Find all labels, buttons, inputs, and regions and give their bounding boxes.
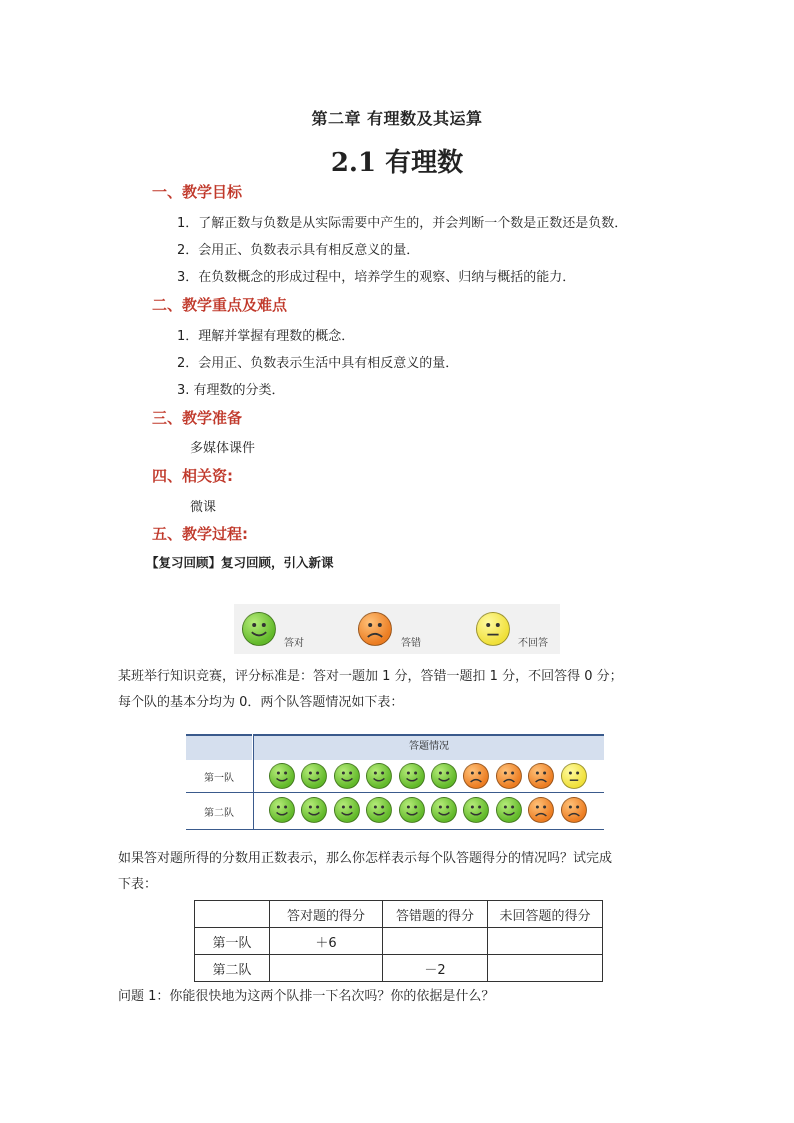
board-header-corner bbox=[186, 734, 252, 760]
preparation-text: 多媒体课件 bbox=[190, 441, 256, 456]
smiley-face-icon bbox=[431, 763, 457, 789]
smiley-face-icon bbox=[463, 797, 489, 823]
frown-face-icon bbox=[528, 763, 554, 789]
frown-face-icon bbox=[358, 612, 392, 646]
table-cell[interactable]: ＋6 bbox=[270, 928, 383, 955]
objective-item: 1．了解正数与负数是从实际需要中产生的，并会判断一个数是正数还是负数． bbox=[177, 216, 628, 231]
smiley-face-icon bbox=[242, 612, 276, 646]
table-cell[interactable] bbox=[488, 928, 603, 955]
frown-face-icon bbox=[528, 797, 554, 823]
smiley-face-icon bbox=[301, 763, 327, 789]
board-divider bbox=[253, 734, 254, 830]
table-cell[interactable] bbox=[383, 928, 488, 955]
smiley-face-icon bbox=[366, 797, 392, 823]
board-divider bbox=[186, 792, 604, 793]
section-heading-preparation: 三、教学准备 bbox=[152, 409, 243, 427]
neutral-face-icon bbox=[561, 763, 587, 789]
smiley-face-icon bbox=[496, 797, 522, 823]
answer-board bbox=[186, 734, 604, 830]
table-header-cell: 答对题的得分 bbox=[270, 901, 383, 928]
table-row bbox=[195, 955, 603, 982]
section-heading-objectives: 一、教学目标 bbox=[152, 183, 243, 201]
smiley-face-icon bbox=[269, 763, 295, 789]
face-legend bbox=[234, 604, 560, 654]
frown-face-icon bbox=[561, 797, 587, 823]
smiley-face-icon bbox=[334, 763, 360, 789]
legend-no-answer-label: 不回答 bbox=[518, 638, 548, 649]
board-header: 答题情况 bbox=[254, 734, 604, 760]
score-table bbox=[194, 900, 603, 982]
frown-face-icon bbox=[463, 763, 489, 789]
objective-item: 2．会用正、负数表示具有相反意义的量． bbox=[177, 243, 420, 258]
paragraph-line: 下表： bbox=[118, 877, 158, 892]
table-header-cell: 答错题的得分 bbox=[383, 901, 488, 928]
paragraph-line: 如果答对题所得的分数用正数表示，那么你怎样表示每个队答题得分的情况吗？试完成 bbox=[118, 851, 613, 866]
smiley-face-icon bbox=[399, 763, 425, 789]
smiley-face-icon bbox=[269, 797, 295, 823]
table-cell[interactable] bbox=[270, 955, 383, 982]
board-row-label: 第一队 bbox=[204, 773, 234, 784]
table-cell[interactable]: －2 bbox=[383, 955, 488, 982]
frown-face-icon bbox=[496, 763, 522, 789]
smiley-face-icon bbox=[301, 797, 327, 823]
section-heading-process: 五、教学过程: bbox=[152, 525, 248, 543]
chapter-title: 第二章 有理数及其运算 bbox=[311, 109, 483, 128]
objective-item: 3．在负数概念的形成过程中，培养学生的观察、归纳与概括的能力． bbox=[177, 270, 576, 285]
section-heading-resources: 四、相关资: bbox=[152, 467, 233, 485]
lesson-title: 2.1 有理数 bbox=[330, 148, 464, 178]
legend-correct-label: 答对 bbox=[284, 638, 304, 649]
key-point-item: 2．会用正、负数表示生活中具有相反意义的量． bbox=[177, 356, 459, 371]
board-divider bbox=[186, 829, 604, 830]
key-point-item: 3. 有理数的分类． bbox=[177, 383, 285, 398]
question-1: 问题 1：你能很快地为这两个队排一下名次吗？你的依据是什么？ bbox=[118, 989, 495, 1004]
resources-text: 微课 bbox=[190, 500, 217, 515]
key-point-item: 1．理解并掌握有理数的概念． bbox=[177, 329, 355, 344]
table-header-cell bbox=[195, 901, 270, 928]
legend-wrong-label: 答错 bbox=[401, 638, 421, 649]
section-heading-key-points: 二、教学重点及难点 bbox=[152, 296, 288, 314]
smiley-face-icon bbox=[399, 797, 425, 823]
table-cell: 第一队 bbox=[195, 928, 270, 955]
paragraph-line: 某班举行知识竞赛，评分标准是：答对一题加 1 分，答错一题扣 1 分，不回答得 0 分； bbox=[118, 669, 623, 684]
table-cell: 第二队 bbox=[195, 955, 270, 982]
table-row bbox=[195, 928, 603, 955]
table-header-cell: 未回答题的得分 bbox=[488, 901, 603, 928]
smiley-face-icon bbox=[366, 763, 392, 789]
board-row-label: 第二队 bbox=[204, 808, 234, 819]
smiley-face-icon bbox=[334, 797, 360, 823]
table-cell[interactable] bbox=[488, 955, 603, 982]
neutral-face-icon bbox=[476, 612, 510, 646]
smiley-face-icon bbox=[431, 797, 457, 823]
review-heading: 【复习回顾】复习回顾，引入新课 bbox=[146, 555, 334, 570]
paragraph-line: 每个队的基本分均为 0．两个队答题情况如下表： bbox=[118, 695, 404, 710]
table-header-row bbox=[195, 901, 603, 928]
